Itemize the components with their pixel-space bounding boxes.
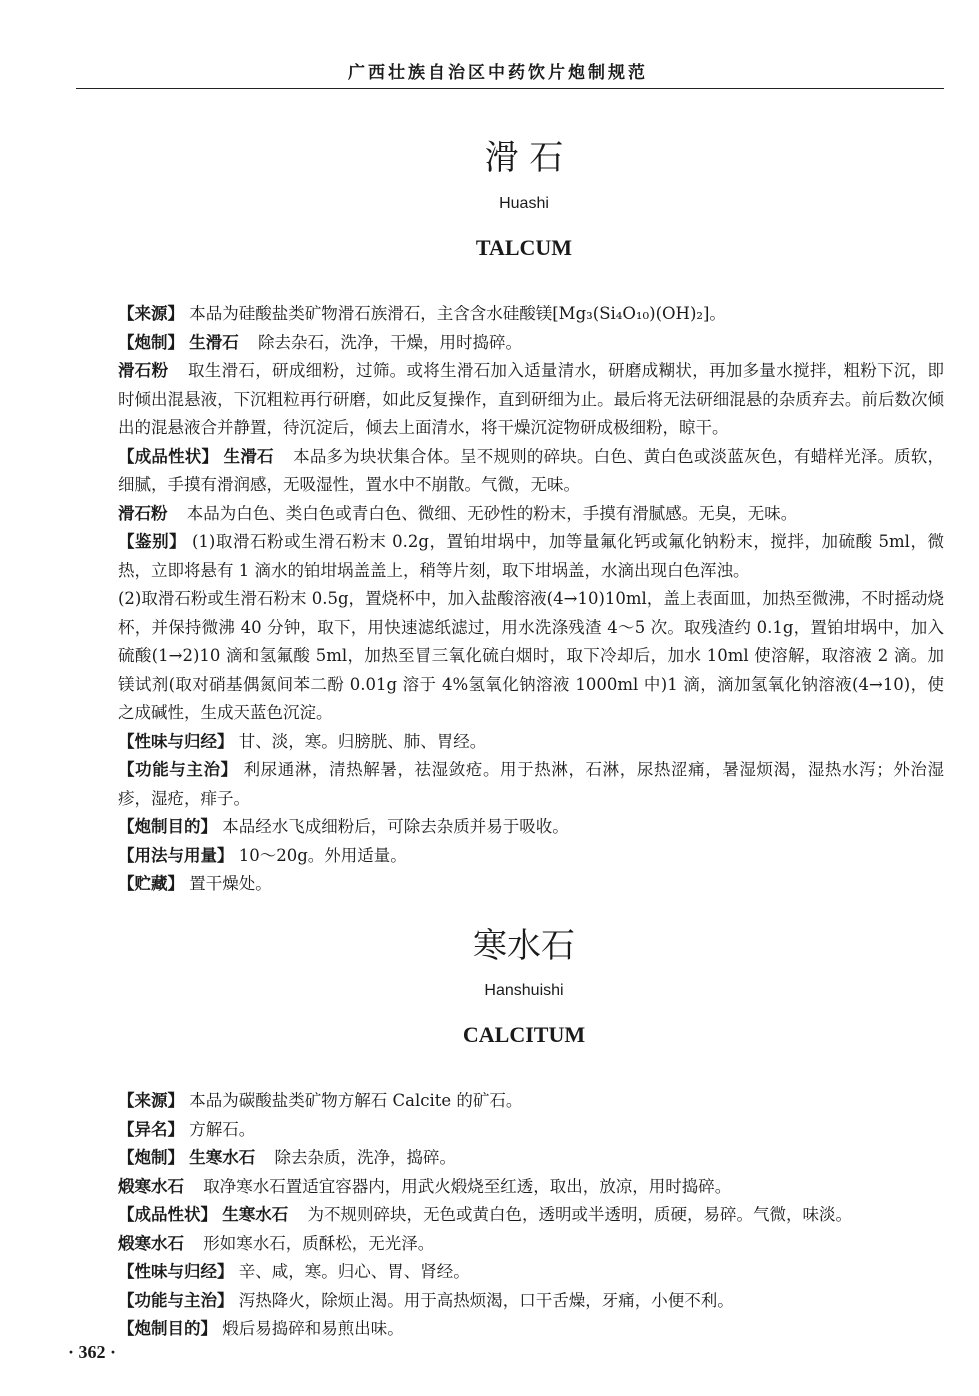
talc-identification-text1: (1)取滑石粉或生滑石粉末 0.2g，置铂坩埚中，加等量氟化钙或氟化钠粉末，搅拌，加硫酸 5ml，微热，立即将悬有 1 滴水的铂坩埚盖盖上，稍等片刻，取下坩埚盖，水滴出现白色浑浊。	[118, 532, 944, 580]
section-label: 【异名】	[118, 1119, 184, 1139]
calcite-nature	[104, 1258, 944, 1287]
talc-identification-2	[104, 585, 944, 728]
talc-source-text: 本品为硅酸盐类矿物滑石族滑石，主含含水硅酸镁[Mg₃(Si₄O₁₀)(OH)₂]。	[189, 304, 726, 323]
subsection-label: 煅寒水石	[118, 1176, 184, 1196]
subsection-label: 滑石粉	[118, 503, 168, 523]
section-label: 【用法与用量】	[118, 845, 234, 865]
section-label: 【成品性状】	[118, 446, 219, 466]
section-label: 【功能与主治】	[118, 760, 238, 779]
calcite-source	[104, 1087, 944, 1116]
calcite-title-cn: 寒水石	[473, 926, 575, 966]
talc-title-cn: 滑 石	[484, 138, 564, 178]
section-label: 【功能与主治】	[118, 1290, 234, 1310]
calcite-title-pinyin: Hanshuishi	[484, 982, 564, 999]
section-label: 【成品性状】	[118, 1205, 217, 1224]
calcite-nature-text: 辛、咸，寒。归心、胃、肾经。	[238, 1262, 470, 1281]
talc-identification	[104, 528, 944, 585]
header-rule	[76, 88, 944, 89]
talc-character-powder	[104, 500, 944, 529]
calcite-alias	[104, 1116, 944, 1145]
talc-source	[104, 300, 944, 329]
calcite-function-text: 泻热降火，除烦止渴。用于高热烦渴，口干舌燥，牙痛，小便不利。	[238, 1290, 734, 1310]
section-label: 【性味与归经】	[118, 1262, 234, 1281]
talc-storage-text: 置干燥处。	[189, 874, 272, 893]
calcite-character-text1: 为不规则碎块，无色或黄白色，透明或半透明，质硬，易碎。气微，味淡。	[307, 1205, 852, 1224]
running-header: 广西壮族自治区中药饮片炮制规范	[348, 63, 648, 83]
talc-dosage-text: 10～20g。外用适量。	[238, 845, 407, 865]
talc-processing	[104, 329, 944, 358]
subsection-label: 生滑石	[189, 332, 239, 352]
subsection-label: 滑石粉	[118, 361, 169, 380]
section-label: 【炮制目的】	[118, 817, 217, 836]
calcite-alias-text: 方解石。	[189, 1119, 256, 1139]
talc-function	[104, 756, 944, 813]
calcite-character	[104, 1201, 944, 1230]
talc-character-text1: 本品多为块状集合体。呈不规则的碎块。白色、黄白色或淡蓝灰色，有蜡样光泽。质软，细腻，手摸有滑润感，无吸湿性，置水中不崩散。气微，无味。	[118, 446, 945, 494]
section-label: 【贮藏】	[118, 874, 184, 893]
calcite-function	[104, 1287, 944, 1316]
calcite-character-calcined	[104, 1230, 944, 1259]
section-label: 【炮制】	[118, 332, 184, 352]
talc-function-text: 利尿通淋，清热解暑，祛湿敛疮。用于热淋，石淋，尿热涩痛，暑湿烦渴，湿热水泻；外治湿疹，湿疮，痱子。	[118, 760, 945, 808]
section-label: 【鉴别】	[118, 532, 187, 551]
talc-body	[104, 300, 944, 899]
calcite-body	[104, 1087, 944, 1344]
talc-storage	[104, 870, 944, 899]
talc-nature-text: 甘、淡，寒。归膀胱、肺、胃经。	[238, 731, 487, 751]
calcite-processing	[104, 1144, 944, 1173]
talc-title-pinyin: Huashi	[499, 195, 549, 212]
talc-identification-text2: (2)取滑石粉或生滑石粉末 0.5g，置烧杯中，加入盐酸溶液(4→10)10ml，盖上表面皿，加热至微沸，不时摇动烧杯，并保持微沸 40 分钟，取下，用快速滤纸滤过，用水洗涤残渣 4～5 次。取残渣约 0.1g，置铂坩埚中，加入硫酸(1→2)10 滴和氢氟酸 5ml，加热至冒三氧化硫白烟时，取下冷却后，加水 10ml 使溶解，取溶液 2 滴。加镁试剂(取对硝基偶氮间苯二酚 0.01g 溶于 4%氢氧化钠溶液 1000ml 中)1 滴，滴加氢氧化钠溶液(4→10)，使之成碱性，生成天蓝色沉淀。	[118, 589, 944, 722]
talc-processing-powder	[104, 357, 944, 443]
section-label: 【炮制目的】	[118, 1319, 217, 1338]
talc-processing-text2: 取生滑石，研成细粉，过筛。或将生滑石加入适量清水，研磨成糊状，再加多量水搅拌，粗粉下沉，即时倾出混悬液，下沉粗粒再行研磨，如此反复操作，直到研细为止。最后将无法研细混悬的杂质弃去。前后数次倾出的混悬液合并静置，待沉淀后，倾去上面清水，将干燥沉淀物研成极细粉，晾干。	[118, 361, 945, 437]
subsection-label: 生寒水石	[222, 1205, 289, 1224]
calcite-source-text: 本品为碳酸盐类矿物方解石 Calcite 的矿石。	[189, 1091, 523, 1110]
section-label: 【性味与归经】	[118, 731, 234, 751]
talc-purpose	[104, 813, 944, 842]
calcite-purpose	[104, 1315, 944, 1344]
talc-dosage	[104, 842, 944, 871]
section-label: 【来源】	[118, 1091, 184, 1110]
section-label: 【炮制】	[118, 1148, 184, 1167]
calcite-processing-text2: 取净寒水石置适宜容器内，用武火煅烧至红透，取出，放凉，用时捣碎。	[203, 1176, 732, 1196]
talc-character-text2: 本品为白色、类白色或青白色、微细、无砂性的粉末，手摸有滑腻感。无臭，无味。	[186, 503, 798, 523]
calcite-processing-calcined	[104, 1173, 944, 1202]
talc-character	[104, 443, 944, 500]
talc-nature	[104, 728, 944, 757]
calcite-purpose-text: 煅后易捣碎和易煎出味。	[222, 1319, 404, 1338]
subsection-label: 生滑石	[223, 446, 274, 466]
calcite-processing-text1: 除去杂质，洗净，捣碎。	[274, 1148, 456, 1167]
calcite-title-latin: CALCITUM	[462, 1022, 586, 1047]
calcite-character-text2: 形如寒水石，质酥松，无光泽。	[203, 1233, 435, 1253]
page-number: · 362 ·	[68, 1342, 117, 1362]
section-label: 【来源】	[118, 304, 184, 323]
talc-purpose-text: 本品经水飞成细粉后，可除去杂质并易于吸收。	[222, 817, 569, 836]
talc-title-latin: TALCUM	[475, 235, 573, 260]
subsection-label: 生寒水石	[189, 1148, 256, 1167]
subsection-label: 煅寒水石	[118, 1233, 184, 1253]
talc-processing-text1: 除去杂石，洗净，干燥，用时捣碎。	[258, 332, 522, 352]
